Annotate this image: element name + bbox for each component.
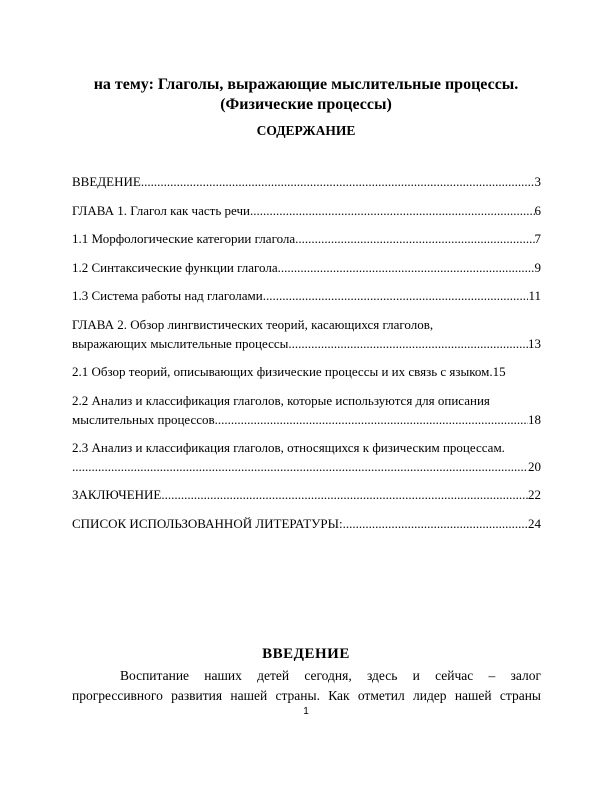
toc-entry-text: 1.3 Система работы над глаголами bbox=[72, 288, 263, 303]
toc-leader-dots bbox=[72, 457, 528, 476]
introduction-line-1: Воспитание наших детей сегодня, здесь и сейчас – залог bbox=[120, 668, 541, 683]
toc-entry-text: 1.1 Морфологические категории глагола bbox=[72, 231, 296, 246]
title-line-2: (Физические процессы) bbox=[220, 96, 392, 113]
toc-entry-page: 11 bbox=[528, 288, 541, 303]
toc-entry-page: 24 bbox=[528, 516, 541, 531]
toc-entry-first-line: 2.2 Анализ и классификация глаголов, которые используются для описания bbox=[72, 393, 490, 408]
document-title bbox=[60, 75, 552, 115]
toc-entry-first-line: 2.3 Анализ и классификация глаголов, относящихся к физическим процессам. bbox=[72, 440, 505, 455]
toc-entry-page: 22 bbox=[528, 487, 541, 502]
toc-entry-page: 15 bbox=[492, 364, 506, 379]
toc-heading: СОДЕРЖАНИЕ bbox=[256, 123, 356, 138]
toc-entry-1-2[interactable] bbox=[72, 258, 541, 277]
toc-entry-2-3[interactable] bbox=[72, 438, 541, 476]
toc-entry-bibliography[interactable] bbox=[72, 514, 541, 533]
toc-leader-dots bbox=[343, 514, 528, 533]
toc-entry-chapter-2[interactable] bbox=[72, 315, 541, 353]
toc-leader-dots bbox=[215, 410, 528, 429]
toc-entry-conclusion[interactable] bbox=[72, 485, 541, 504]
toc-entry-first-line: ГЛАВА 2. Обзор лингвистических теорий, касающихся глаголов, bbox=[72, 317, 434, 332]
toc-leader-dots bbox=[263, 286, 529, 305]
toc-entry-1-3[interactable] bbox=[72, 286, 541, 305]
toc-entry-text: ЗАКЛЮЧЕНИЕ bbox=[72, 487, 162, 502]
toc-entry-text: 1.2 Синтаксические функции глагола bbox=[72, 260, 278, 275]
toc-entry-chapter-1[interactable] bbox=[72, 201, 541, 220]
toc-entry-page: 20 bbox=[528, 459, 541, 474]
toc-entry-page: 6 bbox=[534, 203, 541, 218]
toc-leader-dots bbox=[295, 229, 534, 248]
toc-leader-dots bbox=[292, 334, 528, 353]
toc-entry-2-1[interactable] bbox=[72, 362, 541, 381]
toc-leader-dots bbox=[141, 172, 535, 191]
toc-entry-2-2[interactable] bbox=[72, 391, 541, 429]
toc-entry-text: ВВЕДЕНИЕ bbox=[72, 174, 141, 189]
title-line-1: на тему: Глаголы, выражающие мыслительные процессы. bbox=[93, 76, 519, 93]
introduction-paragraph bbox=[72, 666, 541, 706]
toc-entry-text: ГЛАВА 1. Глагол как часть речи bbox=[72, 203, 250, 218]
toc-entry-page: 18 bbox=[528, 412, 541, 427]
toc-entry-1-1[interactable] bbox=[72, 229, 541, 248]
toc-leader-dots bbox=[278, 258, 535, 277]
toc-entry-page: 3 bbox=[534, 174, 541, 189]
introduction-heading: ВВЕДЕНИЕ bbox=[262, 646, 350, 662]
toc-entry-text: мыслительных процессов bbox=[72, 412, 215, 427]
toc-entry-text: СПИСОК ИСПОЛЬЗОВАННОЙ ЛИТЕРАТУРЫ: bbox=[72, 516, 343, 531]
toc-entry-introduction[interactable] bbox=[72, 172, 541, 191]
toc-leader-dots bbox=[250, 201, 535, 220]
toc-entry-page: 7 bbox=[534, 231, 541, 246]
page-number: 1 bbox=[303, 706, 309, 717]
toc-leader-dots bbox=[161, 485, 528, 504]
toc-entry-text: 2.1 Обзор теорий, описывающих физические процессы и их связь с языком. bbox=[72, 364, 493, 379]
introduction-line-2: прогрессивного развития нашей страны. Как отметил лидер нашей страны bbox=[72, 688, 541, 703]
toc-entry-page: 9 bbox=[534, 260, 541, 275]
toc-entry-text: выражающих мыслительные процессы. bbox=[72, 336, 292, 351]
toc-entry-page: 13 bbox=[528, 336, 541, 351]
